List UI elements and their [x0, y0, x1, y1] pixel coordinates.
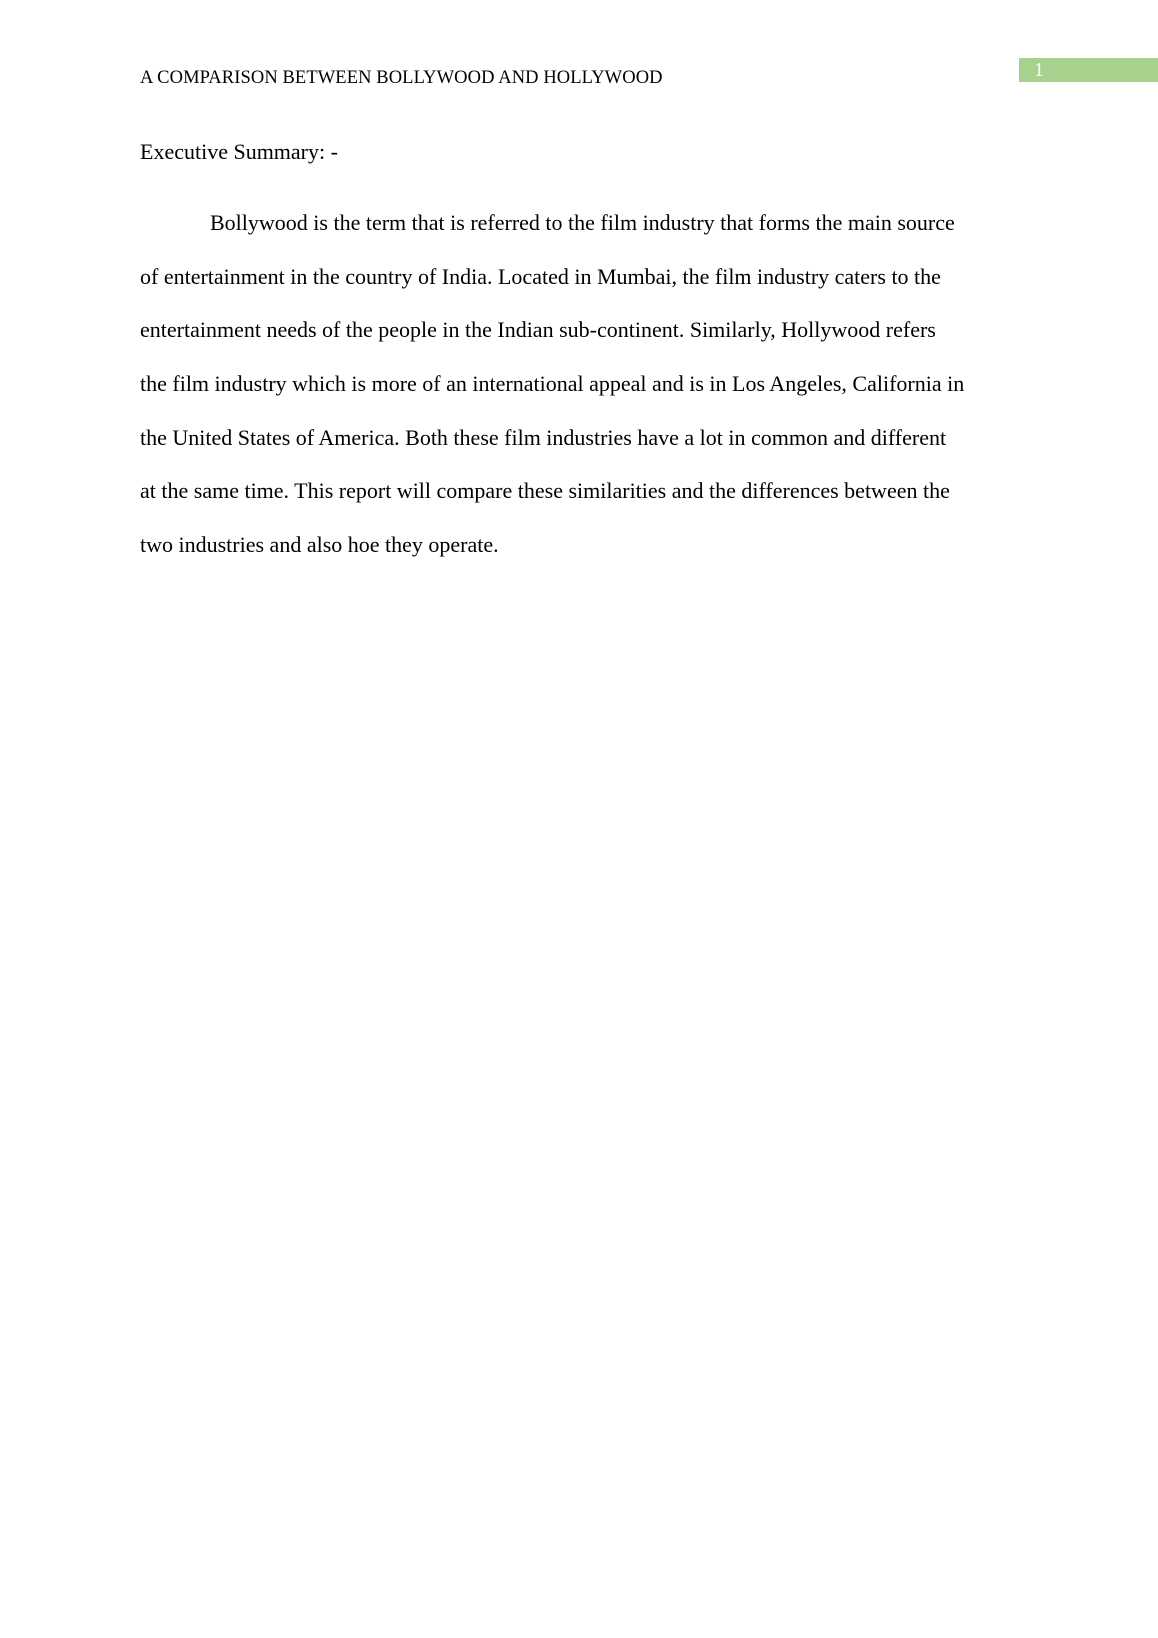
paragraph-line: the film industry which is more of an international appeal and is in Los Angeles, California in: [140, 371, 965, 397]
paragraph-line: Bollywood is the term that is referred to the film industry that forms the main source: [210, 210, 955, 235]
running-head: A COMPARISON BETWEEN BOLLYWOOD AND HOLLYWOOD: [140, 68, 663, 88]
page-number: 1: [1034, 59, 1044, 81]
body-paragraph: [140, 196, 1040, 572]
paragraph-line: two industries and also hoe they operate.: [140, 532, 499, 558]
page-number-badge: [1019, 58, 1158, 82]
paragraph-line: entertainment needs of the people in the Indian sub-continent. Similarly, Hollywood refers: [140, 317, 936, 343]
paragraph-line: of entertainment in the country of India. Located in Mumbai, the film industry caters to the: [140, 263, 941, 289]
paragraph-line: the United States of America. Both these film industries have a lot in common and different: [140, 424, 947, 450]
paragraph-line: at the same time. This report will compare these similarities and the differences between the: [140, 478, 950, 504]
section-heading: Executive Summary: -: [140, 139, 338, 164]
